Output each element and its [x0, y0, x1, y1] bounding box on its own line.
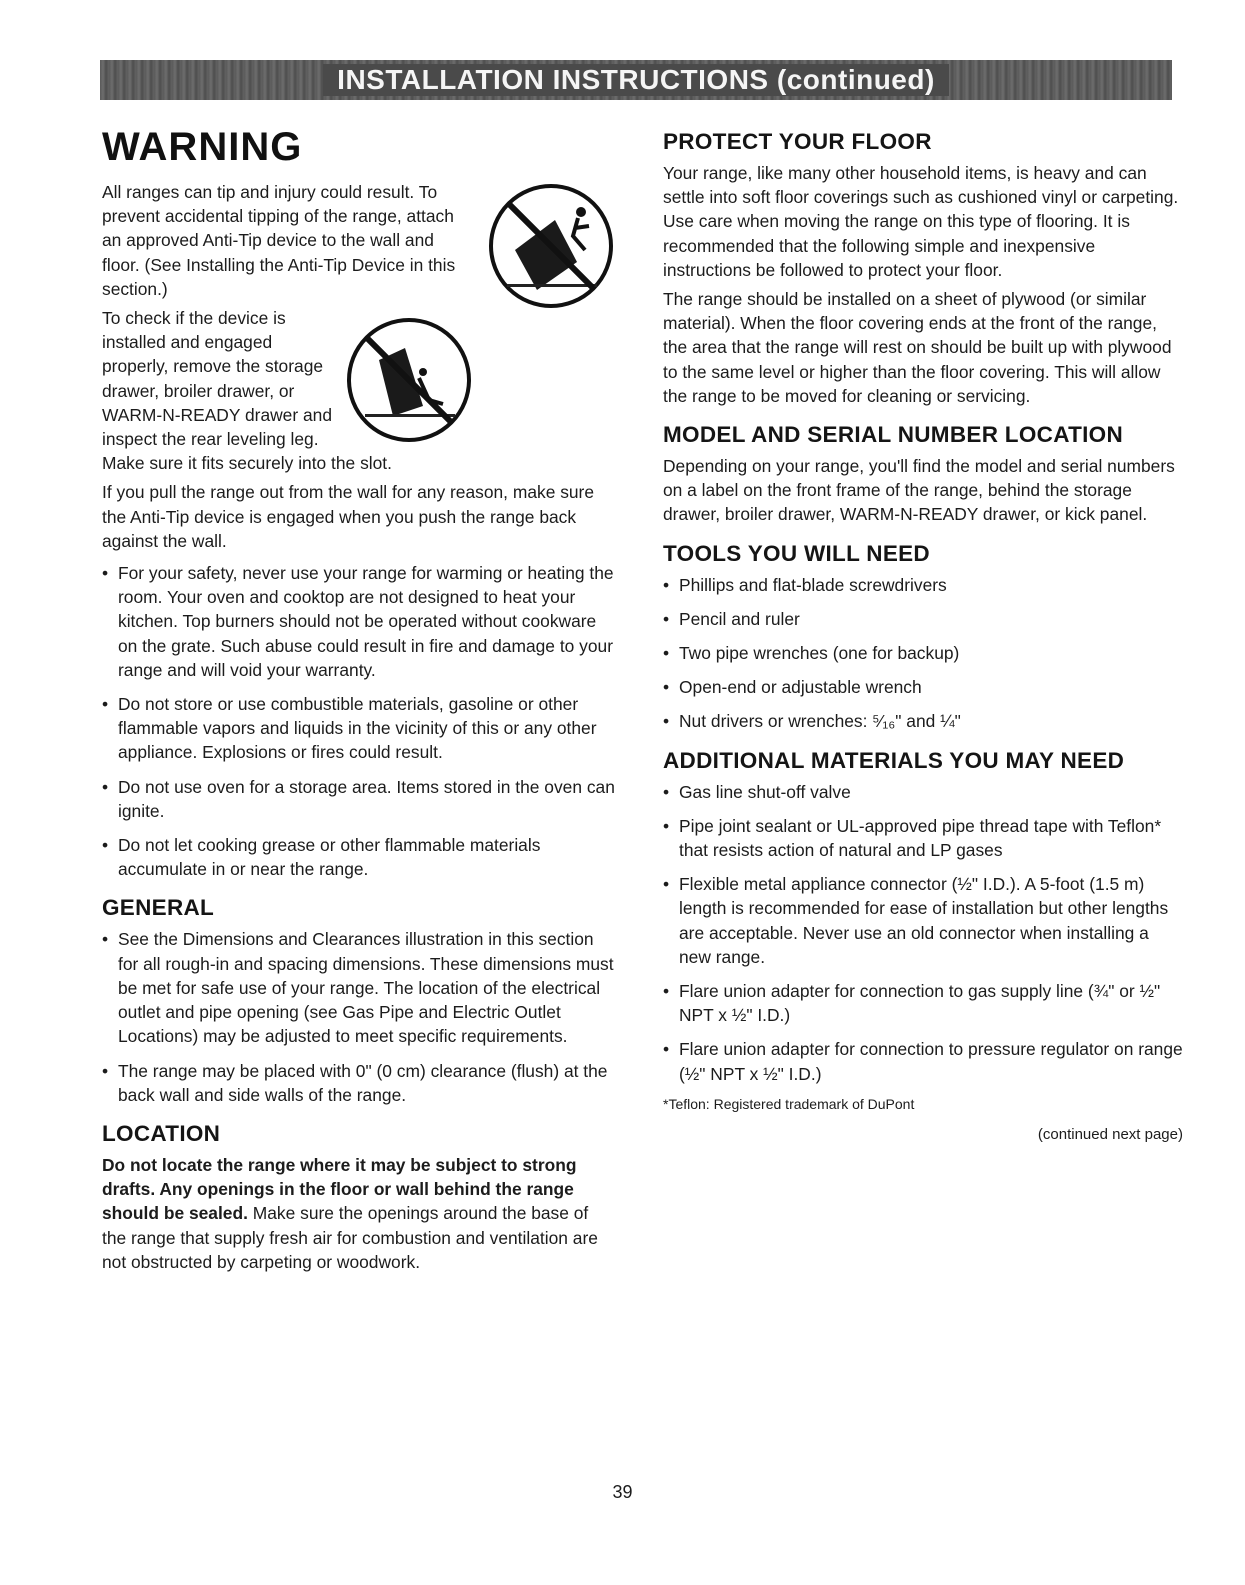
location-bold-text: Do not locate the range where it may be subject to strong drafts. Any openings in the floor or wall behind the range should be sealed.: [102, 1154, 577, 1224]
right-column: [663, 125, 1183, 1143]
location-section: [102, 1121, 617, 1274]
materials-section: [663, 748, 1183, 1143]
tools-heading: TOOLS YOU WILL NEED: [663, 540, 930, 566]
list-item: • Gas line shut-off valve: [663, 780, 1183, 804]
model-serial-section: [663, 422, 1183, 527]
list-item: • Open-end or adjustable wrench: [663, 675, 1183, 699]
warning-paragraph-3: If you pull the range out from the wall for any reason, make sure the Anti-Tip device is engaged when you push the range back against the wall.: [102, 482, 595, 551]
general-section: [102, 895, 617, 1106]
location-text: Make sure the openings around the base of the range that supply fresh air for combustion and ventilation are not obstructed by carpeting or woodwork.: [102, 1203, 598, 1272]
warning-title: WARNING: [102, 125, 303, 169]
continued-next-page: (continued next page): [1037, 1125, 1183, 1143]
location-paragraph: [102, 1153, 617, 1274]
model-serial-paragraph: Depending on your range, you'll find the model and serial numbers on a label on the front frame of the range, behind the storage drawer, broiler drawer, WARM-N-READY drawer, or kick panel.: [663, 456, 1175, 525]
list-item: • Flare union adapter for connection to pressure regulator on range (½" NPT x ½" I.D.): [663, 1037, 1183, 1085]
list-item: • Phillips and flat-blade screwdrivers: [663, 573, 1183, 597]
list-item: • Pipe joint sealant or UL-approved pipe thread tape with Teflon* that resists action of natural and LP gases: [663, 814, 1183, 862]
warning-paragraph-2: To check if the device is installed and engaged properly, remove the storage drawer, broiler drawer, or WARM-N-READY drawer and inspect the rear leveling leg. Make sure it fits securely into the slot.: [102, 308, 392, 474]
teflon-footnote: *Teflon: Registered trademark of DuPont: [663, 1095, 915, 1112]
warning-bullet-list: [102, 561, 617, 881]
list-item: • Do not let cooking grease or other flammable materials accumulate in or near the range.: [102, 833, 617, 881]
range-tip-prohibited-icon: [485, 180, 617, 312]
model-serial-heading: MODEL AND SERIAL NUMBER LOCATION: [663, 422, 1124, 448]
list-item: • See the Dimensions and Clearances illustration in this section for all rough-in and spacing dimensions. These dimensions must be met for safe use of your range. The location of the electrical outlet and pipe opening (see Gas Pipe and Electric Outlet Locations) may be adjusted to meet specific requirements.: [102, 927, 617, 1048]
list-item: • Pencil and ruler: [663, 607, 1183, 631]
list-item: • Nut drivers or wrenches: ⁵⁄₁₆" and ¼": [663, 709, 1183, 733]
list-item: • Flexible metal appliance connector (½" I.D.). A 5-foot (1.5 m) length is recommended for ease of installation but other lengths are acceptable. Never use an old connector when installing a new range.: [663, 872, 1183, 969]
left-column: [102, 125, 617, 1279]
list-item: • For your safety, never use your range for warming or heating the room. Your oven and cooktop are not designed to heat your kitchen. Top burners should not be operated without cookware on the grate. Such abuse could result in fire and damage to your range and will void your warranty.: [102, 561, 617, 682]
location-heading: LOCATION: [102, 1120, 221, 1146]
materials-heading: ADDITIONAL MATERIALS YOU MAY NEED: [663, 747, 1125, 773]
protect-floor-heading: PROTECT YOUR FLOOR: [663, 129, 932, 154]
list-item: • Do not store or use combustible materials, gasoline or other flammable vapors and liquids in the vicinity of this or any other appliance. Explosions or fires could result.: [102, 692, 617, 765]
protect-paragraph-1: Your range, like many other household items, is heavy and can settle into soft floor coverings such as cushioned vinyl or carpeting. Use care when moving the range on this type of flooring. It is recommended that the following simple and inexpensive instructions be followed to protect your floor.: [663, 163, 1179, 280]
section-header-banner: [100, 60, 1172, 100]
protect-floor-section: [663, 129, 1183, 408]
list-item: • Do not use oven for a storage area. Items stored in the oven can ignite.: [102, 775, 617, 823]
list-item: • The range may be placed with 0" (0 cm) clearance (flush) at the back wall and side walls of the range.: [102, 1059, 617, 1107]
protect-paragraph-2: The range should be installed on a sheet of plywood (or similar material). When the floor covering ends at the front of the range, the area that the range will rest on should be built up with plywood to the same level or higher than the floor covering. This will allow the range to be moved for cleaning or servicing.: [663, 289, 1172, 406]
section-header-title: INSTALLATION INSTRUCTIONS (continued): [323, 64, 949, 96]
general-heading: GENERAL: [102, 895, 215, 921]
tools-section: [663, 541, 1183, 734]
page-number: 39: [612, 1482, 633, 1502]
warning-paragraph-1: All ranges can tip and injury could result. To prevent accidental tipping of the range, attach an approved Anti-Tip device to the wall and floor. (See Installing the Anti-Tip Device in this section.): [102, 182, 456, 299]
list-item: • Flare union adapter for connection to gas supply line (¾" or ½" NPT x ½" I.D.): [663, 979, 1183, 1027]
list-item: • Two pipe wrenches (one for backup): [663, 641, 1183, 665]
range-tip-prohibited-icon: [343, 314, 475, 446]
